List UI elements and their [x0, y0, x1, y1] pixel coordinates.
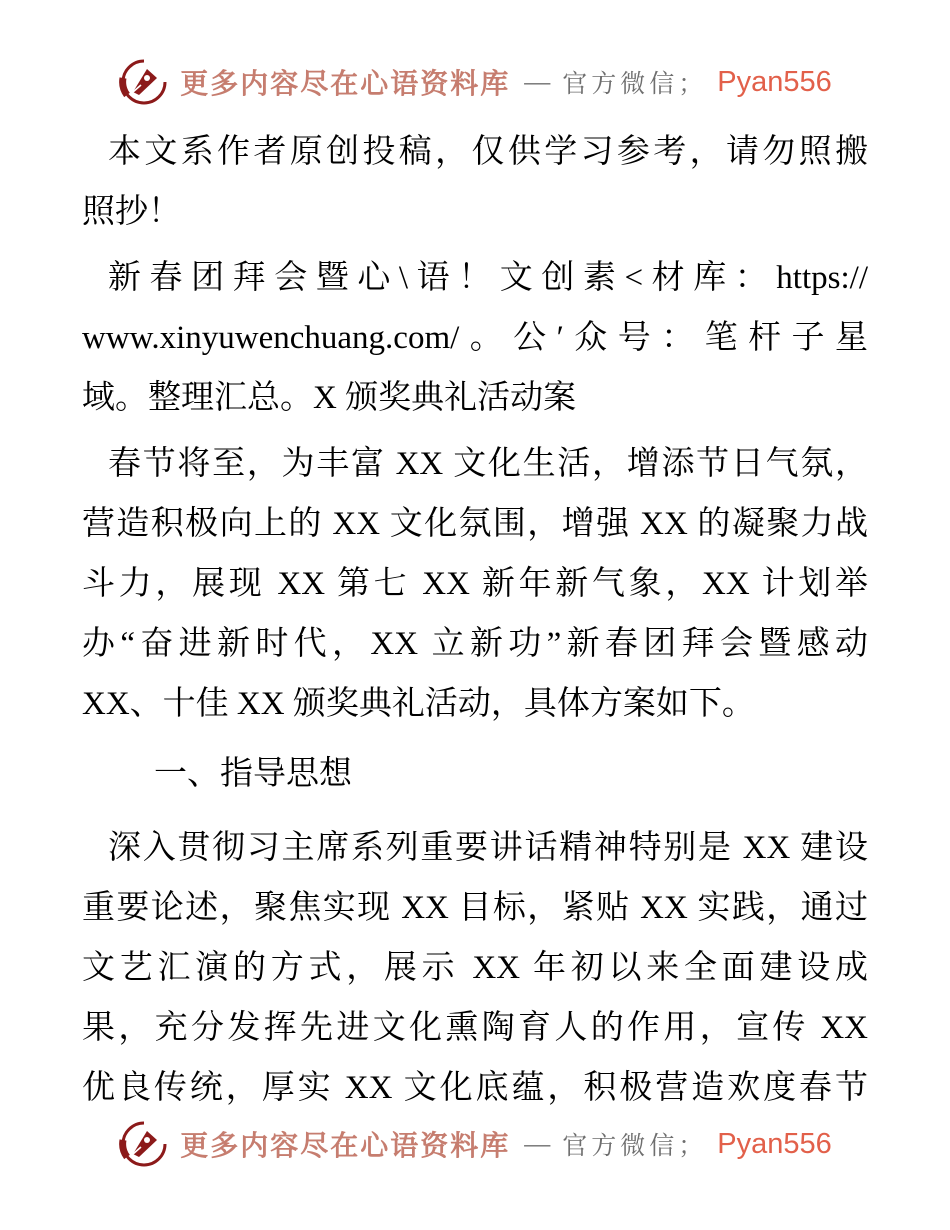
pen-nib-swirl-logo-icon [118, 56, 170, 108]
watermark-separator: — [524, 1129, 551, 1158]
watermark-channel-label: 官方微信； [562, 1133, 708, 1160]
header-watermark [0, 56, 950, 108]
text-line: 重要论述，聚焦实现 XX 目标，紧贴 XX 实践，通过 [82, 890, 868, 926]
heading-text: 一、指导思想 [154, 756, 352, 792]
text-line: 新春团拜会暨心\语！文创素<材库：https:// [108, 260, 868, 296]
paragraph-disclaimer [82, 122, 868, 242]
watermark-channel-label: 官方微信； [562, 71, 708, 98]
watermark-wechat-id: Pyan556 [717, 1127, 832, 1160]
paragraph-intro [82, 434, 868, 734]
watermark-brand-text: 更多内容尽在心语资料库 [180, 1131, 511, 1162]
text-line: 本文系作者原创投稿，仅供学习参考，请勿照搬 [108, 134, 868, 170]
section-heading-guiding-ideology [82, 744, 868, 804]
paragraph-source [82, 248, 868, 428]
text-line: 果，充分发挥先进文化熏陶育人的作用，宣传 XX [82, 1010, 868, 1046]
text-line: 优良传统，厚实 XX 文化底蕴，积极营造欢度春节 [82, 1070, 868, 1106]
text-line: 斗力，展现 XX 第七 XX 新年新气象，XX 计划举 [82, 566, 868, 602]
text-line: 春节将至，为丰富 XX 文化生活，增添节日气氛， [108, 446, 868, 482]
text-line: www.xinyuwenchuang.com/。公′众号：笔杆子星 [82, 320, 868, 356]
document-content [82, 122, 868, 1124]
watermark-separator: — [524, 67, 551, 96]
footer-watermark [0, 1118, 950, 1170]
text-line: 照抄！ [82, 194, 181, 230]
watermark-wechat-id: Pyan556 [717, 65, 832, 98]
text-line: 文艺汇演的方式，展示 XX 年初以来全面建设成 [82, 950, 868, 986]
paragraph-guiding-ideology-body [82, 818, 868, 1118]
text-line: XX、十佳 XX 颁奖典礼活动，具体方案如下。 [82, 686, 755, 722]
text-line: 办“奋进新时代，XX 立新功”新春团拜会暨感动 [82, 626, 868, 662]
text-line: 营造积极向上的 XX 文化氛围，增强 XX 的凝聚力战 [82, 506, 868, 542]
text-line: 深入贯彻习主席系列重要讲话精神特别是 XX 建设 [108, 830, 868, 866]
text-line: 域。整理汇总。X 颁奖典礼活动案 [82, 380, 577, 416]
watermark-brand-text: 更多内容尽在心语资料库 [180, 69, 511, 100]
pen-nib-swirl-logo-icon [118, 1118, 170, 1170]
